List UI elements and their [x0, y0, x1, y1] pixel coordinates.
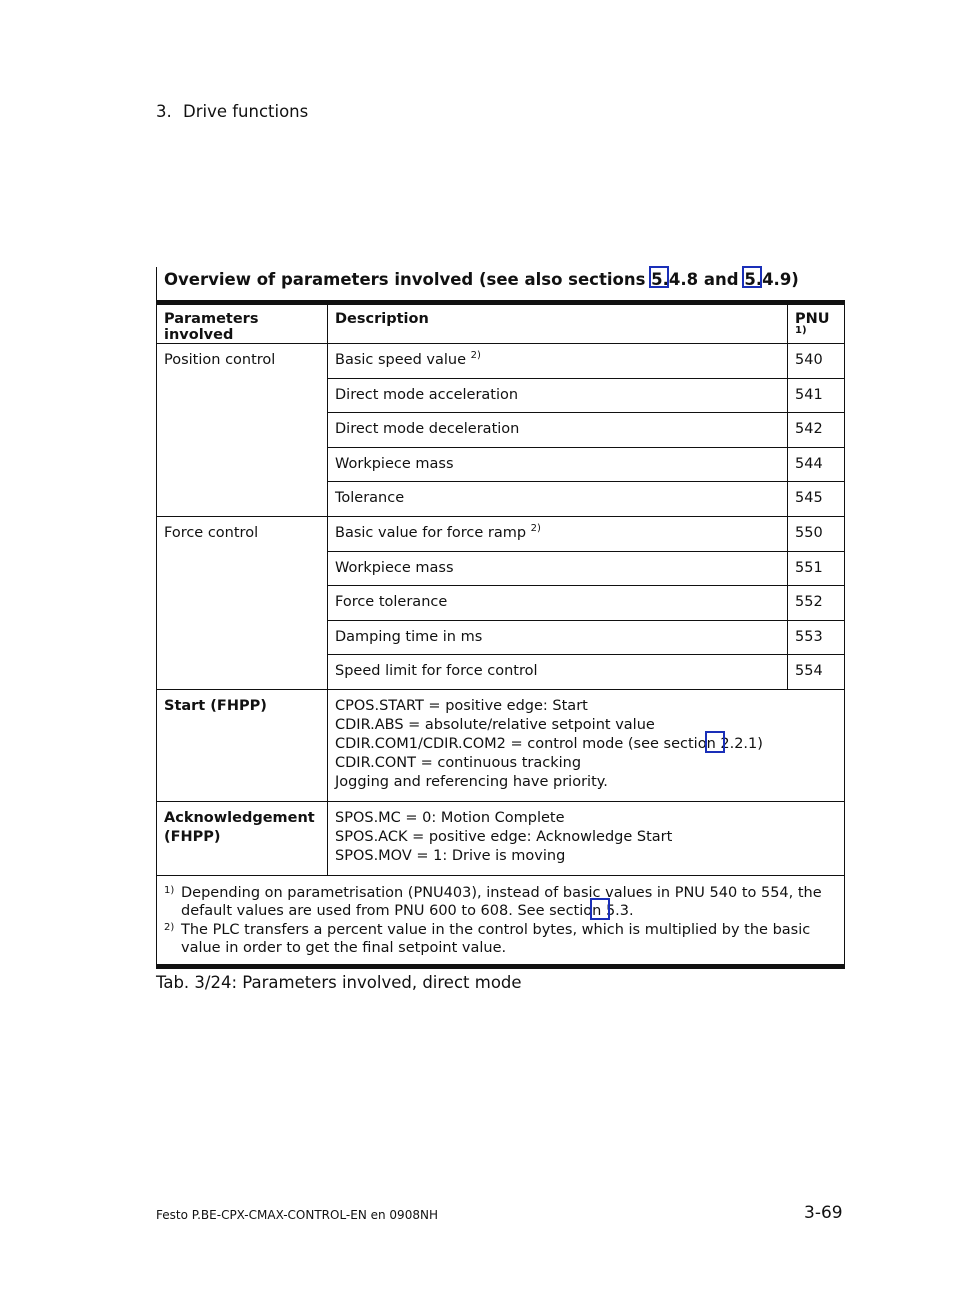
group-label-force-control: Force control: [157, 516, 328, 689]
section-number: 3.: [156, 102, 172, 121]
start-description: CPOS.START = positive edge: Start CDIR.ABS = absolute/relative setpoint value CDIR.COM1/CDIR.COM2 = control mode (see section 2.2.1) CDIR.CONT = continuous tracking Jogging and referencing have priority.: [328, 689, 845, 801]
footer-doc-id: Festo P.BE-CPX-CMAX-CONTROL-EN en 0908NH: [156, 1208, 438, 1222]
page-number: 3-69: [804, 1203, 843, 1223]
row-pnu: 551: [788, 551, 845, 586]
row-pnu: 550: [788, 516, 845, 551]
section-link[interactable]: 5: [651, 270, 663, 289]
row-description: Direct mode deceleration: [328, 413, 788, 448]
row-description: Direct mode acceleration: [328, 378, 788, 413]
table-row: [157, 689, 845, 801]
section-link[interactable]: 5: [744, 270, 756, 289]
table-row: [157, 516, 845, 551]
table-caption: Tab. 3/24: Parameters involved, direct mode: [156, 973, 522, 992]
row-pnu: 544: [788, 447, 845, 482]
footnotes: [157, 875, 845, 966]
section-link[interactable]: n 5: [592, 903, 616, 920]
table-row: [157, 344, 845, 379]
group-label-acknowledgement: Acknowledgement (FHPP): [157, 801, 328, 875]
ack-description: SPOS.MC = 0: Motion Complete SPOS.ACK = positive edge: Acknowledge Start SPOS.MOV = 1: Drive is moving: [328, 801, 845, 875]
row-pnu: 541: [788, 378, 845, 413]
column-header-parameters: Parameters involved: [157, 303, 328, 344]
footnote: 2) The PLC transfers a percent value in the control bytes, which is multiplied by the basic value in order to get the final setpoint value.: [164, 921, 811, 957]
table-title: Overview of parameters involved (see also sections 5.4.8 and 5.4.9): [157, 267, 845, 303]
row-pnu: 540: [788, 344, 845, 379]
row-description: Tolerance: [328, 482, 788, 517]
row-description: Force tolerance: [328, 586, 788, 621]
row-description: Workpiece mass: [328, 551, 788, 586]
group-label-start: Start (FHPP): [157, 689, 328, 801]
row-pnu: 542: [788, 413, 845, 448]
row-pnu: 553: [788, 620, 845, 655]
footnote: 1) Depending on parametrisation (PNU403), instead of basic values in PNU 540 to 554, the default values are used from PNU 600 to 608. See section 5.3.: [164, 884, 822, 920]
section-title: Drive functions: [183, 102, 309, 121]
row-description: Damping time in ms: [328, 620, 788, 655]
row-description: Basic speed value $^{2)}$: [328, 344, 788, 379]
row-description: Speed limit for force control: [328, 655, 788, 690]
row-pnu: 545: [788, 482, 845, 517]
row-description: Workpiece mass: [328, 447, 788, 482]
section-link[interactable]: n 2: [706, 735, 730, 752]
footnotes-row: [157, 875, 845, 966]
row-pnu: 554: [788, 655, 845, 690]
column-header-pnu: PNU $^{1)}$: [788, 303, 845, 344]
column-header-description: Description: [328, 303, 788, 344]
table-row: [157, 801, 845, 875]
row-description: Basic value for force ramp $^{2)}$: [328, 516, 788, 551]
section-header: [156, 102, 308, 121]
row-pnu: 552: [788, 586, 845, 621]
parameters-table: [156, 267, 844, 969]
group-label-position-control: Position control: [157, 344, 328, 517]
